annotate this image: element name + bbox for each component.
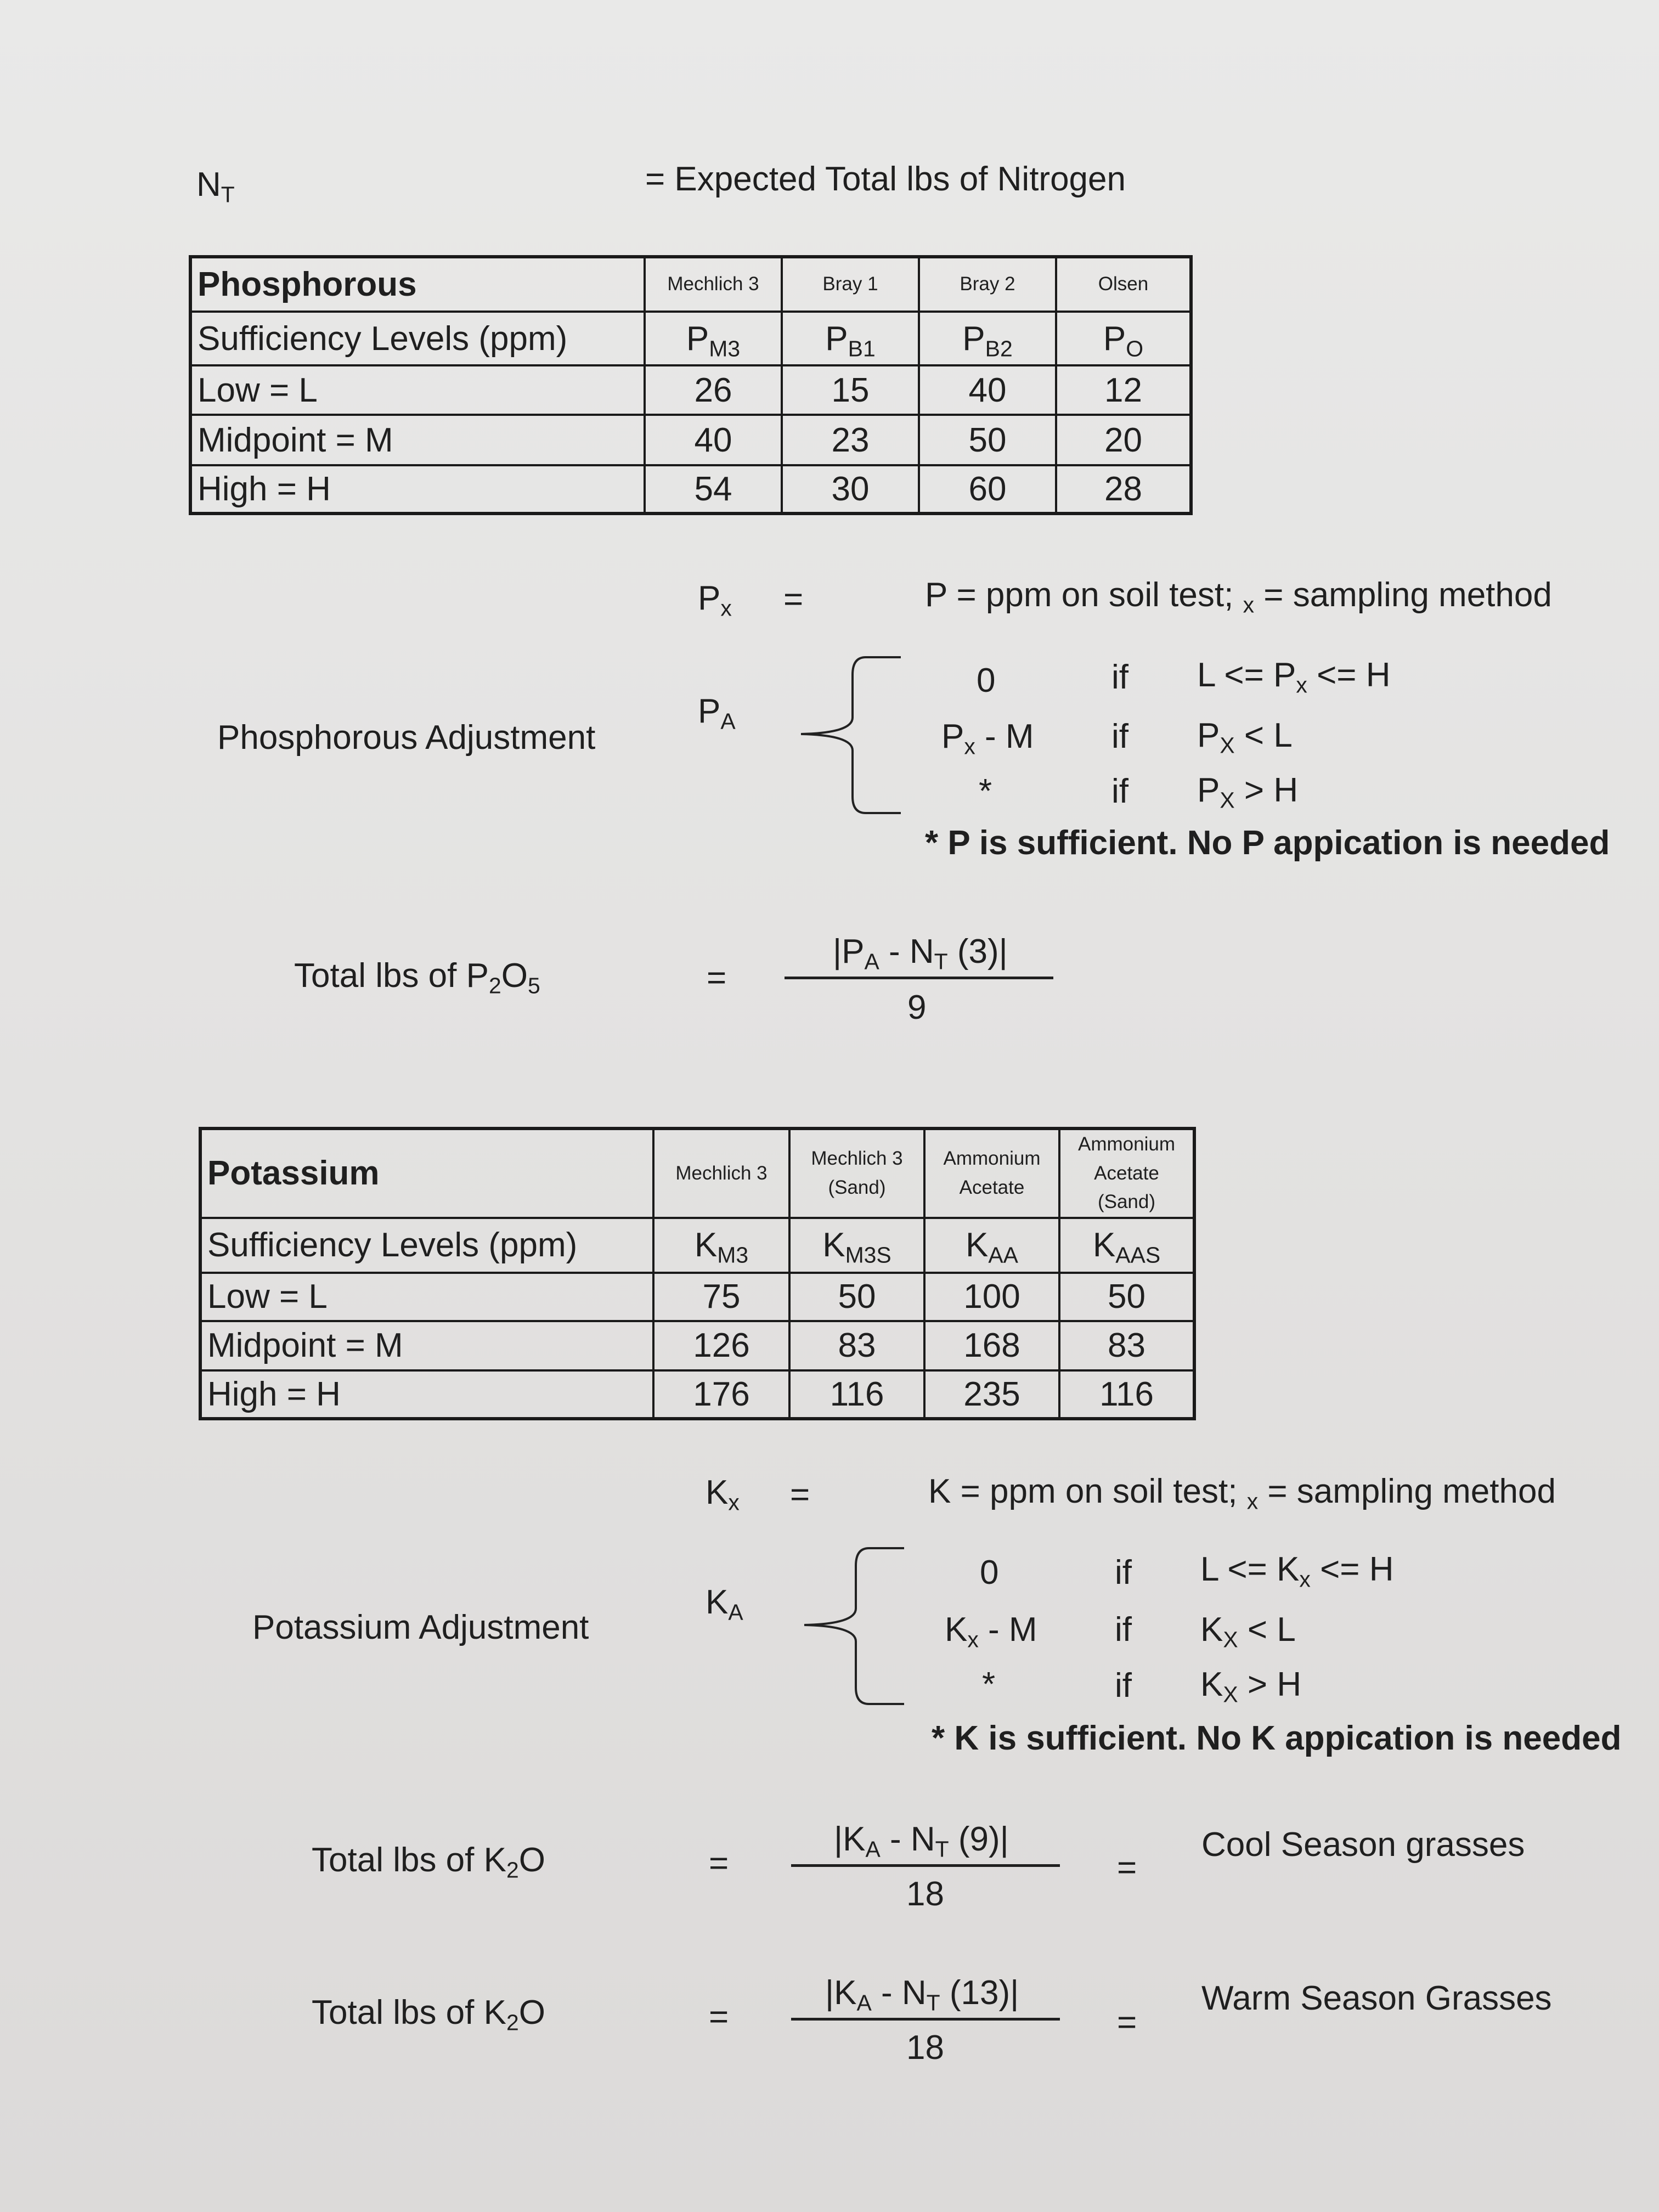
- equals-sign: =: [790, 1476, 810, 1514]
- row-label: Low = L: [200, 1273, 653, 1321]
- case-if: if: [1115, 1611, 1132, 1649]
- k2o-label: Total lbs of $K_2O$: [312, 1841, 545, 1883]
- row-label: High = H: [190, 465, 645, 514]
- px-definition: P = ppm on soil test; $_x$ = sampling method: [925, 576, 1552, 618]
- row-label: Low = L: [190, 365, 645, 415]
- p2o5-denominator: 9: [907, 989, 927, 1026]
- value-cell: 116: [789, 1370, 924, 1419]
- grass-type: Warm Season Grasses: [1201, 1979, 1552, 2017]
- value-cell: 176: [653, 1370, 789, 1419]
- value-cell: 26: [645, 365, 782, 415]
- potassium-adjustment-label: Potassium Adjustment: [252, 1609, 589, 1646]
- row-label: Midpoint = M: [200, 1321, 653, 1370]
- value-cell: 100: [924, 1273, 1059, 1321]
- table-header-row: [190, 257, 1191, 312]
- case-value: $K_x$ - M: [945, 1611, 1037, 1652]
- px-symbol: $P_x$: [698, 579, 732, 621]
- case-if: if: [1115, 1667, 1132, 1705]
- row-label: Midpoint = M: [190, 415, 645, 465]
- equals-sign: =: [709, 1998, 729, 2036]
- value-cell: 15: [782, 365, 919, 415]
- case-if: if: [1111, 772, 1128, 810]
- left-brace: [799, 1544, 909, 1708]
- phosphorus-table: [189, 255, 1193, 515]
- symbol-cell: $K_{M3}$: [653, 1218, 789, 1273]
- fraction-bar: [785, 977, 1053, 979]
- value-cell: 50: [919, 415, 1056, 465]
- case-if: if: [1115, 1554, 1132, 1592]
- table-row: [200, 1273, 1194, 1321]
- symbol-cell: $P_{B2}$: [919, 312, 1056, 365]
- case-value: $P_x$ - M: [941, 718, 1034, 759]
- p2o5-numerator: $|P_A - N_T$ (3)|: [833, 933, 1008, 974]
- case-value: 0: [977, 662, 996, 699]
- case-value: *: [982, 1666, 996, 1703]
- table-row: [200, 1370, 1194, 1419]
- row-label: High = H: [200, 1370, 653, 1419]
- ka-symbol: $K_A$: [706, 1583, 743, 1625]
- symbol-cell: $K_{AA}$: [924, 1218, 1059, 1273]
- phosphorus-note: * P is sufficient. No P appication is needed: [925, 824, 1610, 862]
- table-title: Potassium: [200, 1128, 653, 1218]
- value-cell: 40: [919, 365, 1056, 415]
- row-label: Sufficiency Levels (ppm): [200, 1218, 653, 1273]
- case-condition: $L <= K_x <= H$: [1200, 1550, 1394, 1592]
- nitrogen-definition: = Expected Total lbs of Nitrogen: [645, 160, 1126, 198]
- symbol-cell: $P_{B1}$: [782, 312, 919, 365]
- value-cell: 116: [1059, 1370, 1194, 1419]
- phosphorus-adjustment-label: Phosphorous Adjustment: [217, 719, 596, 757]
- value-cell: 60: [919, 465, 1056, 514]
- fraction-bar: [791, 2018, 1060, 2021]
- value-cell: 30: [782, 465, 919, 514]
- symbol-cell: $K_{AAS}$: [1059, 1218, 1194, 1273]
- value-cell: 75: [653, 1273, 789, 1321]
- method-header: Ammonium Acetate: [924, 1128, 1059, 1218]
- table-row: [190, 415, 1191, 465]
- table-title: Phosphorous: [190, 257, 645, 312]
- table-row: [190, 312, 1191, 365]
- grass-type: Cool Season grasses: [1201, 1826, 1525, 1864]
- method-header: Ammonium Acetate (Sand): [1059, 1128, 1194, 1218]
- case-value: *: [979, 772, 992, 810]
- value-cell: 28: [1056, 465, 1191, 514]
- method-header: Mechlich 3: [645, 257, 782, 312]
- table-row: [200, 1218, 1194, 1273]
- fraction-bar: [791, 1864, 1060, 1867]
- value-cell: 235: [924, 1370, 1059, 1419]
- value-cell: 54: [645, 465, 782, 514]
- value-cell: 83: [1059, 1321, 1194, 1370]
- value-cell: 12: [1056, 365, 1191, 415]
- p2o5-label: Total lbs of $P_2O_5$: [294, 957, 540, 998]
- kx-symbol: $K_x$: [706, 1474, 740, 1515]
- case-condition: $K_X > H$: [1200, 1666, 1302, 1707]
- pa-symbol: $P_A$: [698, 692, 736, 734]
- potassium-table: [199, 1127, 1196, 1420]
- value-cell: 40: [645, 415, 782, 465]
- value-cell: 50: [789, 1273, 924, 1321]
- case-condition: $P_X > H$: [1197, 771, 1299, 813]
- value-cell: 83: [789, 1321, 924, 1370]
- value-cell: 50: [1059, 1273, 1194, 1321]
- symbol-cell: $P_{M3}$: [645, 312, 782, 365]
- case-if: if: [1111, 718, 1128, 755]
- value-cell: 23: [782, 415, 919, 465]
- left-brace: [795, 653, 905, 817]
- method-header: Mechlich 3 (Sand): [789, 1128, 924, 1218]
- table-row: [200, 1321, 1194, 1370]
- value-cell: 168: [924, 1321, 1059, 1370]
- row-label: Sufficiency Levels (ppm): [190, 312, 645, 365]
- case-condition: $P_X < L$: [1197, 716, 1293, 758]
- k2o-numerator: $|K_A - N_T$ (13)|: [825, 1974, 1019, 2016]
- case-condition: $K_X < L$: [1200, 1611, 1296, 1652]
- potassium-note: * K is sufficient. No K appication is needed: [932, 1719, 1622, 1757]
- kx-definition: K = ppm on soil test; $_x$ = sampling method: [928, 1472, 1556, 1514]
- k2o-denominator: 18: [906, 1875, 944, 1913]
- table-row: [190, 365, 1191, 415]
- method-header: Olsen: [1056, 257, 1191, 312]
- k2o-numerator: $|K_A - N_T$ (9)|: [834, 1820, 1009, 1862]
- symbol-cell: $P_O$: [1056, 312, 1191, 365]
- equals-sign: =: [707, 959, 727, 997]
- method-header: Bray 1: [782, 257, 919, 312]
- method-header: Bray 2: [919, 257, 1056, 312]
- case-value: 0: [980, 1554, 999, 1592]
- value-cell: 20: [1056, 415, 1191, 465]
- equals-sign: =: [709, 1844, 729, 1882]
- table-header-row: [200, 1128, 1194, 1218]
- k2o-label: Total lbs of $K_2O$: [312, 1994, 545, 2035]
- k2o-denominator: 18: [906, 2029, 944, 2067]
- value-cell: 126: [653, 1321, 789, 1370]
- symbol-cell: $K_{M3S}$: [789, 1218, 924, 1273]
- case-condition: $L <= P_x <= H$: [1197, 656, 1391, 698]
- equals-sign: =: [1117, 1849, 1137, 1887]
- table-row: [190, 465, 1191, 514]
- case-if: if: [1111, 658, 1128, 696]
- equals-sign: =: [783, 580, 804, 618]
- method-header: Mechlich 3: [653, 1128, 789, 1218]
- nitrogen-symbol: $N_T$: [196, 166, 235, 207]
- equals-sign: =: [1117, 2004, 1137, 2041]
